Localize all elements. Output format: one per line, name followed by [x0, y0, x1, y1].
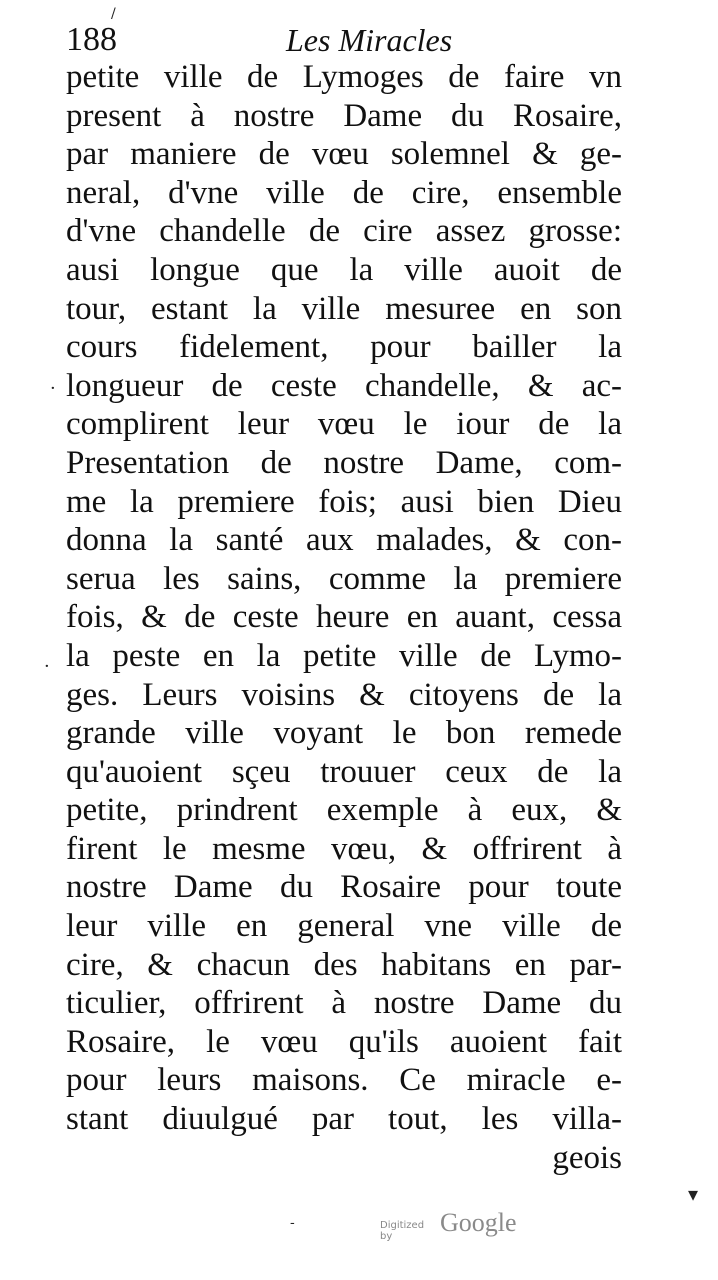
- text-line: cire, & chacun des habitans en par-: [66, 946, 622, 983]
- google-logo: Google: [440, 1208, 517, 1237]
- text-line: nostre Dame du Rosaire pour toute: [66, 869, 622, 906]
- watermark-prefix: Digitized by: [380, 1220, 425, 1242]
- body-text: [66, 58, 622, 1177]
- text-line: la peste en la petite ville de Lymo-: [66, 637, 622, 674]
- text-line: serua les sains, comme la premiere: [66, 560, 622, 597]
- text-line: stant diuulgué par tout, les villa-: [66, 1101, 622, 1138]
- text-line: d'vne chandelle de cire assez grosse:: [66, 213, 622, 250]
- text-line: donna la santé aux malades, & con-: [66, 522, 622, 559]
- text-line: petite, prindrent exemple à eux, &: [66, 792, 622, 829]
- text-line: ausi longue que la ville auoit de: [66, 251, 622, 288]
- text-line: ticulier, offrirent à nostre Dame du: [66, 985, 622, 1022]
- text-line: qu'auoient sçeu trouuer ceux de la: [66, 753, 622, 790]
- ink-speck: /: [111, 6, 116, 22]
- text-line: fois, & de ceste heure en auant, cessa: [66, 599, 622, 636]
- text-line: pour leurs maisons. Ce miracle e-: [66, 1062, 622, 1099]
- text-line: leur ville en general vne ville de: [66, 908, 622, 945]
- text-line: Presentation de nostre Dame, com-: [66, 444, 622, 481]
- text-line: neral, d'vne ville de cire, ensemble: [66, 174, 622, 211]
- text-line: longueur de ceste chandelle, & ac-: [66, 367, 622, 404]
- text-line: tour, estant la ville mesuree en son: [66, 290, 622, 327]
- text-line: ges. Leurs voisins & citoyens de la: [66, 676, 622, 713]
- ink-speck: ·: [44, 656, 50, 677]
- page-header: [66, 18, 626, 62]
- page-number: 188: [66, 21, 117, 58]
- ink-speck: ·: [50, 378, 56, 399]
- text-line: me la premiere fois; ausi bien Dieu: [66, 483, 622, 520]
- catchword: geois: [552, 1139, 622, 1176]
- text-line: par maniere de vœu solemnel & ge-: [66, 136, 622, 173]
- text-line: Rosaire, le vœu qu'ils auoient fait: [66, 1023, 622, 1060]
- text-line: grande ville voyant le bon remede: [66, 715, 622, 752]
- text-line: firent le mesme vœu, & offrirent à: [66, 830, 622, 867]
- ink-speck: ▾: [688, 1182, 699, 1206]
- text-line: complirent leur vœu le iour de la: [66, 406, 622, 443]
- running-title: Les Miracles: [286, 22, 453, 58]
- text-line: petite ville de Lymoges de faire vn: [66, 59, 622, 95]
- text-line: cours fidelement, pour bailler la: [66, 329, 622, 366]
- text-line: present à nostre Dame du Rosaire,: [66, 97, 622, 134]
- ink-speck: -: [290, 1215, 295, 1231]
